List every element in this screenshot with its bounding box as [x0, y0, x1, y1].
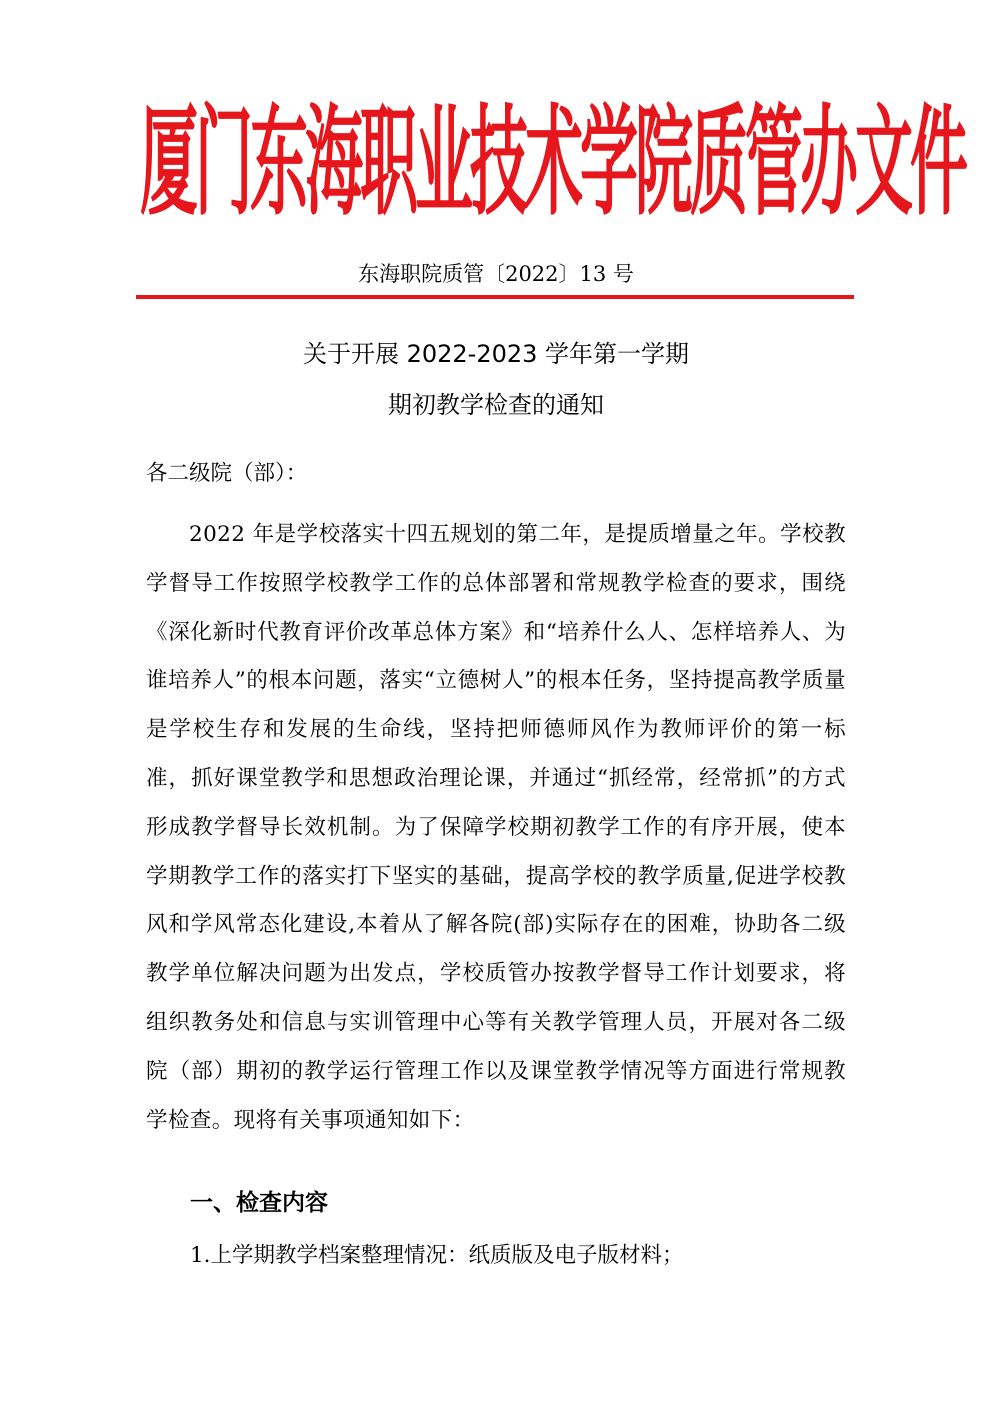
document-number: 东海职院质管〔2022〕13 号	[358, 262, 634, 286]
notice-title-line-1: 关于开展 2022-2023 学年第一学期	[302, 340, 690, 368]
red-divider-line	[136, 295, 854, 299]
masthead-title: 厦门东海职业技术学院质管办文件	[140, 92, 966, 232]
list-item: 1.上学期教学档案整理情况：纸质版及电子版材料；	[190, 1243, 684, 1268]
salutation: 各二级院（部）：	[146, 461, 308, 486]
section-heading: 一、检查内容	[190, 1190, 328, 1216]
notice-title-line-2: 期初教学检查的通知	[388, 391, 604, 419]
body-paragraph: 2022 年是学校落实十四五规划的第二年，是提质增量之年。学校教学督导工作按照学校教学工作的总体部署和常规教学检查的要求，围绕《深化新时代教育评价改革总体方案》和“培养什么人、怎样培养人、为谁培养人”的根本问题，落实“立德树人”的根本任务，坚持提高教学质量是学校生存和发展的生命线，坚持把师德师风作为教师评价的第一标准，抓好课堂教学和思想政治理论课，并通过“抓经常，经常抓”的方式形成教学督导长效机制。为了保障学校期初教学工作的有序开展，使本学期教学工作的落实打下坚实的基础，提高学校的教学质量,促进学校教风和学风常态化建设,本着从了解各院(部)实际存在的困难，协助各二级教学单位解决问题为出发点，学校质管办按教学督导工作计划要求，将组织教务处和信息与实训管理中心等有关教学管理人员，开展对各二级院（部）期初的教学运行管理工作以及课堂教学情况等方面进行常规教学检查。现将有关事项通知如下：	[146, 522, 846, 1133]
